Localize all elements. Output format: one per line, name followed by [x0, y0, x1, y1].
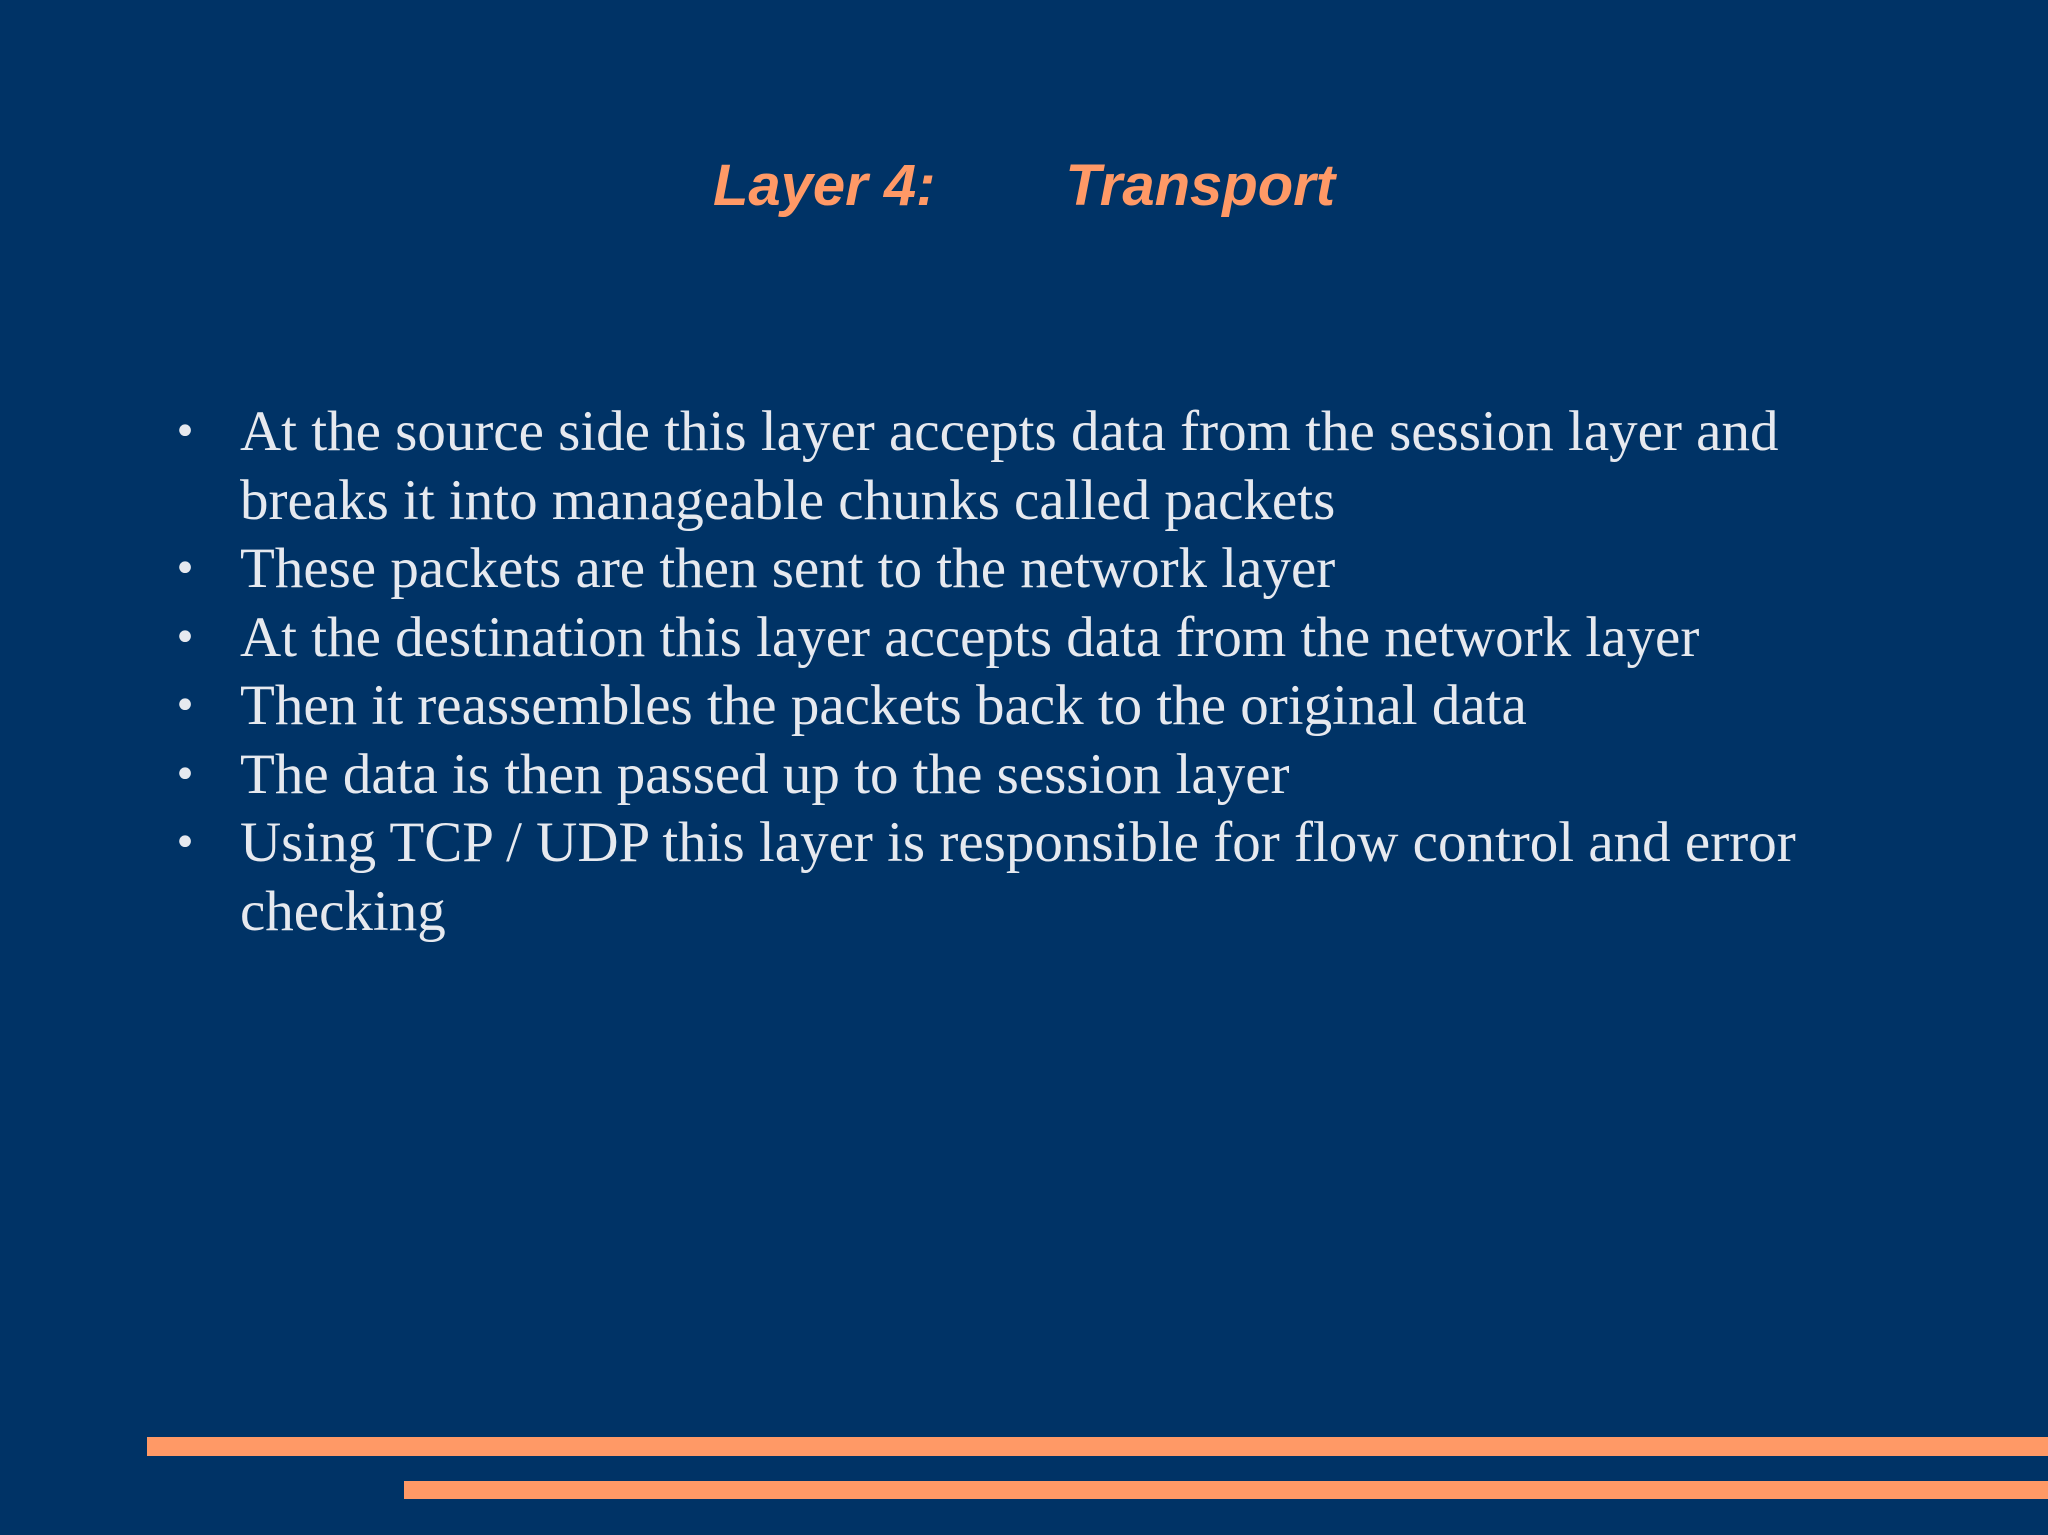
bullet-icon: • — [173, 409, 197, 455]
bullet-text: Using TCP / UDP this layer is responsible for flow control and error checking — [240, 811, 1796, 943]
bullet-item — [170, 535, 1930, 604]
bullet-item — [170, 672, 1930, 741]
bullet-text: At the destination this layer accepts data from the network layer — [240, 605, 1700, 669]
bullet-text: At the source side this layer accepts data from the session layer and breaks it into manageable chunks called packets — [240, 400, 1779, 532]
bullet-text: Then it reassembles the packets back to the original data — [240, 674, 1527, 737]
bullet-icon: • — [173, 683, 197, 729]
bullet-icon: • — [173, 614, 197, 661]
bullet-item — [170, 741, 1930, 810]
bullet-item — [170, 809, 1930, 946]
accent-bar-lower — [404, 1481, 2048, 1499]
bullet-icon: • — [173, 820, 197, 866]
bullet-item — [170, 398, 1930, 535]
bullet-text: The data is then passed up to the session layer — [240, 742, 1290, 806]
bullet-text: These packets are then sent to the network layer — [240, 537, 1336, 600]
slide-title — [0, 150, 2048, 222]
title-layer-name: Transport — [1065, 153, 1336, 218]
bullet-item — [170, 604, 1930, 673]
title-layer-number: Layer 4: — [712, 153, 936, 218]
bullet-icon: • — [173, 751, 197, 798]
bullet-icon: • — [173, 546, 197, 592]
accent-bar-upper — [147, 1437, 2048, 1456]
bullet-list — [170, 398, 1930, 946]
